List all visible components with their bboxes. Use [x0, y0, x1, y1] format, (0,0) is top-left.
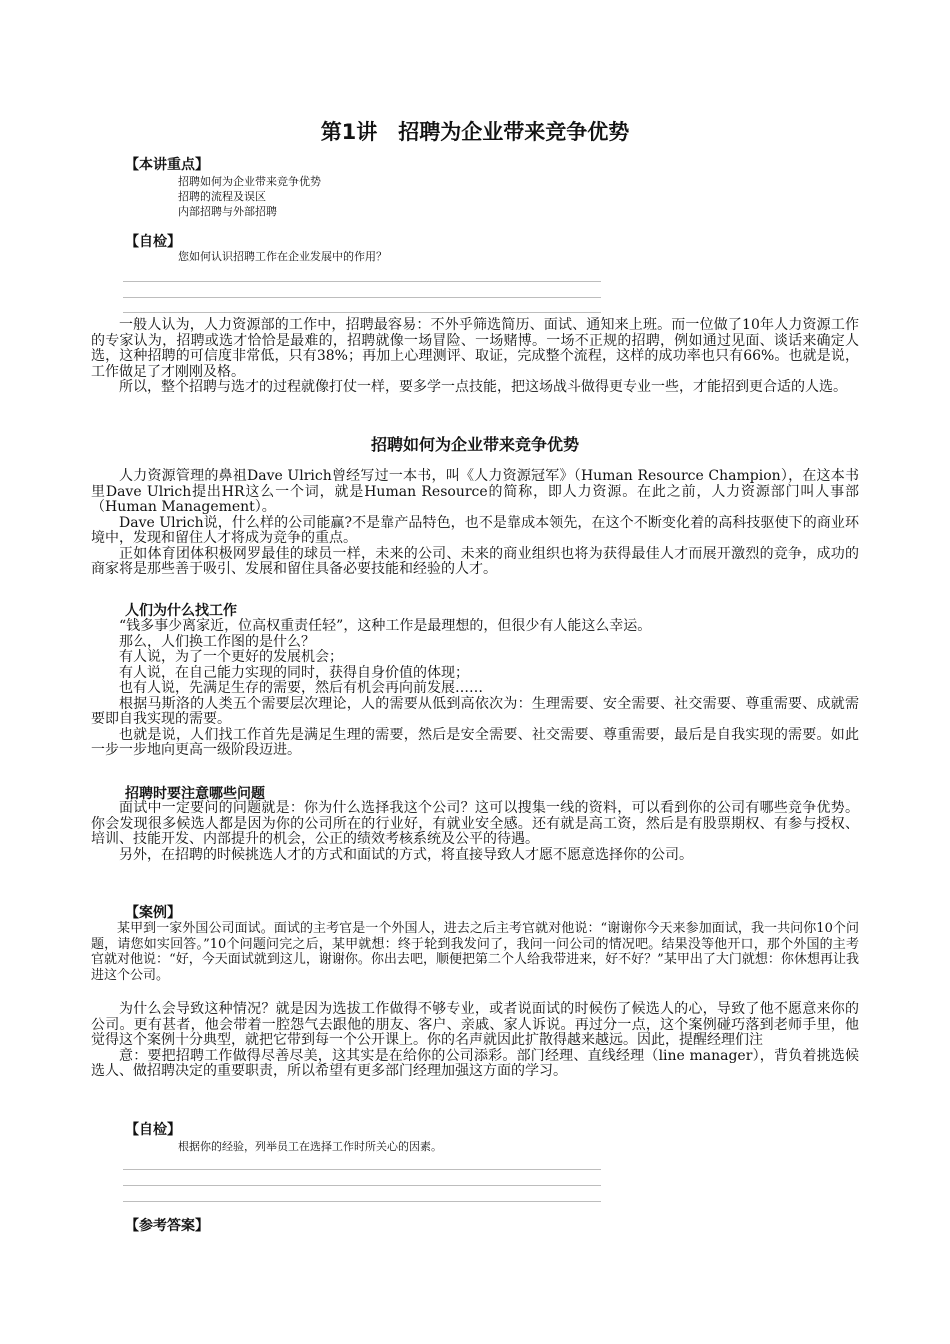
paragraph: 正如体育团体积极网罗最佳的球员一样，未来的公司、未来的商业组织也将为获得最佳人才而展开激烈的竞争，成功的商家将是那些善于吸引、发展和留住具备必要技能和经验的人才。: [91, 545, 859, 577]
key-point-item: 招聘的流程及误区: [178, 190, 266, 203]
paragraph: 为什么会导致这种情况？就是因为选拔工作做得不够专业，或者说面试的时候伤了候选人的心，导致了他不愿意来你的公司。更有甚者，他会带着一腔怨气去跟他的朋友、客户、亲戚、家人诉说。再过分一点，这个案例碰巧落到老师手里，他觉得这个案例十分典型，就把它带到每一个公开课上。你的名声就因此扩散得越来越远。因此，提醒经理们注: [91, 1001, 859, 1048]
paragraph: 根据马斯洛的人类五个需要层次理论，人的需要从低到高依次为：生理需要、安全需要、社交需要、尊重需要、成就需要即自我实现的需要。: [91, 695, 859, 727]
paragraph: 一般人认为，人力资源部的工作中，招聘最容易：不外乎筛选简历、面试、通知来上班。而一位做了10年人力资源工作的专家认为，招聘或选才恰恰是最难的，招聘就像一场冒险、一场赌博。一场不正规的招聘，例如通过见面、谈话来确定人选，这种招聘的可信度非常低，只有38%；再加上心理测评、取证，完成整个流程，这样的成功率也只有66%。也就是说，工作做足了才刚刚及格。: [91, 317, 859, 380]
key-point-item: 内部招聘与外部招聘: [178, 205, 277, 218]
self-check-header: 【自检】: [125, 1122, 181, 1138]
answer-line: [123, 1201, 601, 1202]
paragraph: 意：要把招聘工作做得尽善尽美，这其实是在给你的公司添彩。部门经理、直线经理（line manager），背负着挑选候选人、做招聘决定的重要职责，所以希望有更多部门经理加强这方面的学习。: [91, 1047, 859, 1079]
key-point-item: 招聘如何为企业带来竞争优势: [178, 175, 321, 188]
intro-text: [91, 318, 859, 396]
attention-heading: 招聘时要注意哪些问题: [125, 786, 265, 802]
case-story: [91, 921, 859, 983]
section-title: 招聘如何为企业带来竞争优势: [370, 435, 579, 454]
answer-line: [123, 1169, 601, 1170]
answer-line: [123, 312, 601, 313]
paragraph: 某甲到一家外国公司面试。面试的主考官是一个外国人，进去之后主考官就对他说：“谢谢你今天来参加面试，我一共问你10个问题，请您如实回答。”10个问题问完之后，某甲就想：终于轮到我发问了，我问一问公司的情况吧。结果没等他开口，那个外国的主考官就对他说：“好，今天面试就到这儿，谢谢你。你出去吧，顺便把第二个人给我带进来，好不好？”某甲出了大门就想：你休想再让我进这个公司。: [91, 921, 859, 983]
case-discussion: [91, 1002, 859, 1080]
key-points-header: 【本讲重点】: [125, 157, 209, 173]
paragraph: 有人说，在自己能力实现的同时，获得自身价值的体现；: [119, 664, 469, 681]
self-check-question: 根据你的经验，列举员工在选择工作时所关心的因素。: [178, 1140, 442, 1153]
paragraph: 也有人说，先满足生存的需要，然后有机会再向前发展……: [119, 680, 483, 696]
why-work-text: [91, 619, 859, 759]
paragraph: Dave Ulrich说，什么样的公司能赢?不是靠产品特色，也不是靠成本领先，在这个不断变化着的高科技驱使下的商业环境中，发现和留住人才将成为竞争的重点。: [91, 514, 859, 546]
page-title: 第1讲 招聘为企业带来竞争优势: [320, 120, 630, 144]
paragraph: 那么，人们换工作图的是什么？: [119, 633, 315, 650]
attention-text: [91, 801, 859, 863]
reference-answer-header: 【参考答案】: [125, 1218, 209, 1234]
self-check-header: 【自检】: [125, 234, 181, 250]
paragraph: 面试中一定要问的问题就是：你为什么选择我这个公司？这可以搜集一线的资料，可以看到你的公司有哪些竞争优势。你会发现很多候选人都是因为你的公司所在的行业好，有就业安全感。还有就是高工资，然后是有股票期权、有参与授权、培训、技能开发、内部提升的机会，公正的绩效考核系统及公平的待遇。: [91, 800, 859, 847]
paragraph: 人力资源管理的鼻祖Dave Ulrich曾经写过一本书，叫《人力资源冠军》（Human Resource Champion），在这本书里Dave Ulrich提出HR这么一个词，就是Human Resource的简称，即人力资源。在此之前，人力资源部门叫人事部（Human Management）。: [91, 468, 859, 515]
self-check-question: 您如何认识招聘工作在企业发展中的作用？: [178, 250, 387, 263]
answer-line: [123, 1185, 601, 1186]
answer-line: [123, 297, 601, 298]
paragraph: 有人说，为了一个更好的发展机会；: [119, 649, 343, 665]
case-header: 【案例】: [125, 905, 181, 921]
answer-line: [123, 281, 601, 282]
paragraph: 也就是说，人们找工作首先是满足生理的需要，然后是安全需要、社交需要、尊重需要，最后是自我实现的需要。如此一步一步地向更高一级阶段迈进。: [91, 726, 859, 758]
section-text: [91, 469, 859, 578]
paragraph: “钱多事少离家近，位高权重责任轻”，这种工作是最理想的，但很少有人能这么幸运。: [119, 618, 652, 634]
why-work-heading: 人们为什么找工作: [125, 603, 237, 619]
paragraph: 另外，在招聘的时候挑选人才的方式和面试的方式，将直接导致人才愿不愿意选择你的公司。: [119, 846, 693, 863]
paragraph: 所以，整个招聘与选才的过程就像打仗一样，要多学一点技能，把这场战斗做得更专业一些，才能招到更合适的人选。: [119, 379, 847, 395]
